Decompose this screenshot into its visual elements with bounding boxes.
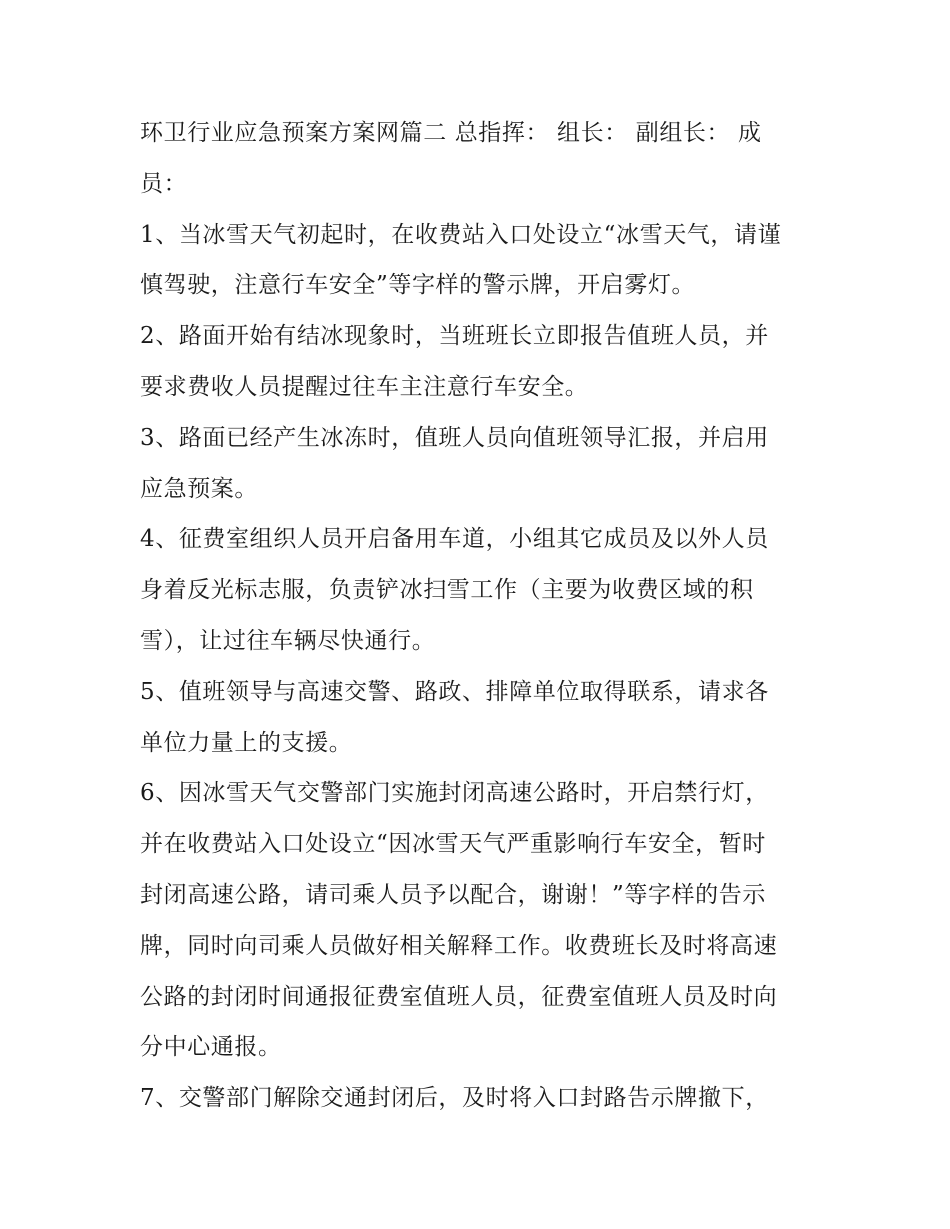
text-line: 1、当冰雪天气初起时，在收费站入口处设立“冰雪天气，请谨 (140, 221, 782, 248)
paragraph-title (140, 108, 812, 210)
paragraph-item-7 (140, 1073, 812, 1124)
text-line: 4、征费室组织人员开启备用车道，小组其它成员及以外人员 (140, 526, 769, 553)
text-line: 员： (140, 170, 188, 197)
text-line: 分中心通报。 (140, 1034, 282, 1061)
text-line: 封闭高速公路，请司乘人员予以配合，谢谢！”等字样的告示 (140, 881, 766, 908)
paragraph-item-5 (140, 667, 812, 769)
text-line: 慎驾驶，注意行车安全”等字样的警示牌，开启雾灯。 (140, 272, 696, 299)
text-line: 身着反光标志服，负责铲冰扫雪工作（主要为收费区域的积 (140, 577, 754, 604)
text-line: 牌，同时向司乘人员做好相关解释工作。收费班长及时将高速 (140, 932, 778, 959)
text-line: 3、路面已经产生冰冻时，值班人员向值班领导汇报，并启用 (140, 424, 769, 451)
text-line: 环卫行业应急预案方案网篇二 总指挥： 组长： 副组长： 成 (140, 120, 762, 146)
paragraph-item-4 (140, 514, 812, 666)
paragraph-item-3 (140, 413, 812, 515)
text-line: 5、值班领导与高速交警、路政、排障单位取得联系，请求各 (140, 678, 769, 705)
text-line: 应急预案。 (140, 475, 258, 502)
paragraph-item-6 (140, 768, 812, 1073)
text-line: 2、路面开始有结冰现象时，当班班长立即报告值班人员，并 (140, 323, 769, 350)
paragraph-item-2 (140, 311, 812, 413)
text-line: 单位力量上的支援。 (140, 729, 353, 756)
text-line: 6、因冰雪天气交警部门实施封闭高速公路时，开启禁行灯， (140, 780, 769, 807)
document-body (140, 108, 812, 1124)
paragraph-item-1 (140, 210, 812, 312)
text-line: 7、交警部门解除交通封闭后，及时将入口封路告示牌撤下， (140, 1085, 769, 1112)
text-line: 要求费收人员提醒过往车主注意行车安全。 (140, 373, 589, 400)
text-line: 并在收费站入口处设立“因冰雪天气严重影响行车安全，暂时 (140, 831, 766, 858)
text-line: 公路的封闭时间通报征费室值班人员，征费室值班人员及时向 (140, 983, 778, 1010)
text-line: 雪），让过往车辆尽快通行。 (140, 627, 436, 654)
